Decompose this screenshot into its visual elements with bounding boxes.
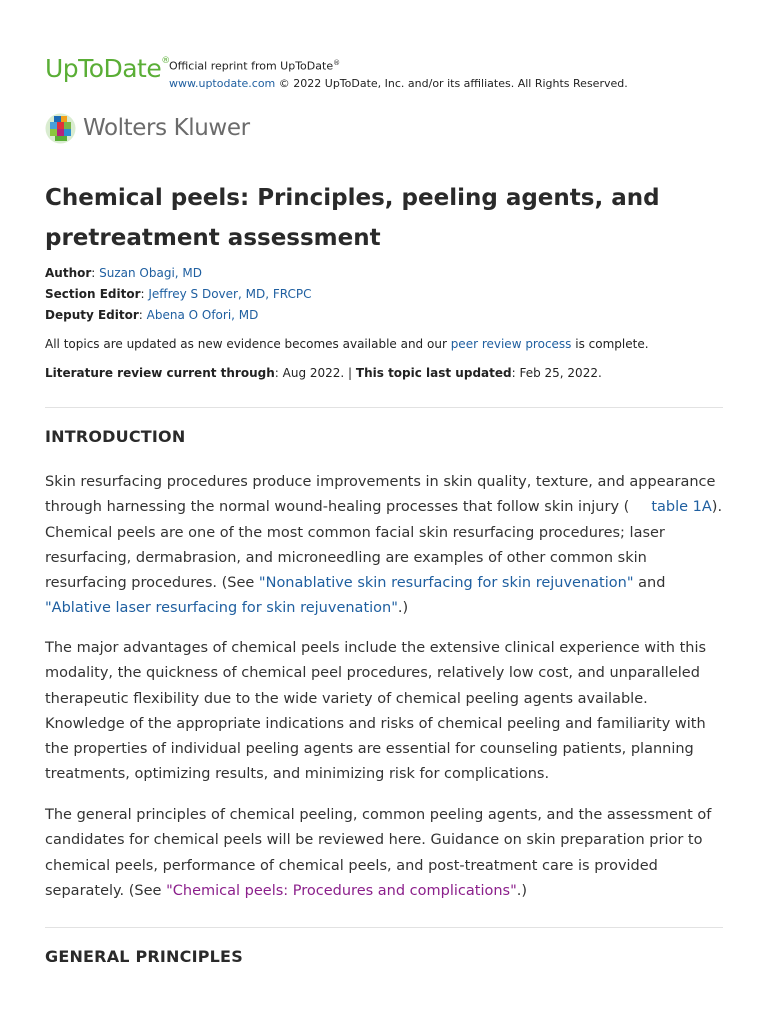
review-dates: Literature review current through: Aug 2022. | This topic last updated: Feb 25, 2022. [45,366,602,380]
deputy-editor-link[interactable]: Abena O Ofori, MD [146,308,259,322]
table-icon [633,500,647,512]
chemical-peels-procedures-link[interactable]: "Chemical peels: Procedures and complications" [166,882,517,899]
divider [45,407,723,408]
divider [45,927,723,928]
section-heading-general-principles: GENERAL PRINCIPLES [45,947,243,966]
author-link[interactable]: Suzan Obagi, MD [99,266,203,280]
section-heading-introduction: INTRODUCTION [45,427,186,446]
publisher-name: Wolters Kluwer [83,115,250,141]
intro-paragraph-1: Skin resurfacing procedures produce improvements in skin quality, texture, and appearance through harnessing the normal wound-healing processes that follow skin injury ( table 1A). Chemical peels are one of the most common facial skin resurfacing procedures; laser resurfacing, dermabrasion, and microneedling are examples of other common skin resurfacing procedures. (See "Nonablative skin resurfacing for skin rejuvenation" and "Ablative laser resurfacing for skin rejuvenation".) [45,474,723,617]
ablative-laser-link[interactable]: "Ablative laser resurfacing for skin rejuvenation" [45,600,398,617]
nonablative-resurfacing-link[interactable]: "Nonablative skin resurfacing for skin rejuvenation" [258,575,634,592]
wolters-kluwer-mark-icon [45,113,76,144]
reprint-notice: Official reprint from UpToDate® www.uptodate.com © 2022 UpToDate, Inc. and/or its affiliates. All Rights Reserved. [169,59,628,90]
author-line: Author: Suzan Obagi, MD Section Editor: Jeffrey S Dover, MD, FRCPC Deputy Editor: Abena O Ofori, MD [45,266,312,322]
intro-paragraph-2: The major advantages of chemical peels include the extensive clinical experience with this modality, the quickness of chemical peel procedures, relatively low cost, and unparalleled therapeutic flexibility due to the wide variety of chemical peeling agents available. Knowledge of the appropriate indications and risks of chemical peeling and familiarity with the properties of individual peeling agents are essential for counseling patients, planning treatments, optimizing results, and minimizing risk for complications. [45,640,707,783]
section-editor-link[interactable]: Jeffrey S Dover, MD, FRCPC [148,287,312,301]
table-1a-link[interactable]: table 1A [651,499,712,516]
uptodate-site-link[interactable]: www.uptodate.com [169,76,276,90]
peer-review-link[interactable]: peer review process [450,337,572,351]
update-note: All topics are updated as new evidence becomes available and our peer review process is complete. [45,337,649,351]
reprint-header [45,52,725,92]
intro-paragraph-3: The general principles of chemical peeling, common peeling agents, and the assessment of candidates for chemical peels will be reviewed here. Guidance on skin preparation prior to chemical peels, performance of chemical peels, and post-treatment care is provided separately. (See "Chemical peels: Procedures and complications".) [45,807,712,899]
article-title: Chemical peels: Principles, peeling agents, and pretreatment assessment [45,185,660,251]
uptodate-logo[interactable]: UpToDate® [45,54,170,83]
